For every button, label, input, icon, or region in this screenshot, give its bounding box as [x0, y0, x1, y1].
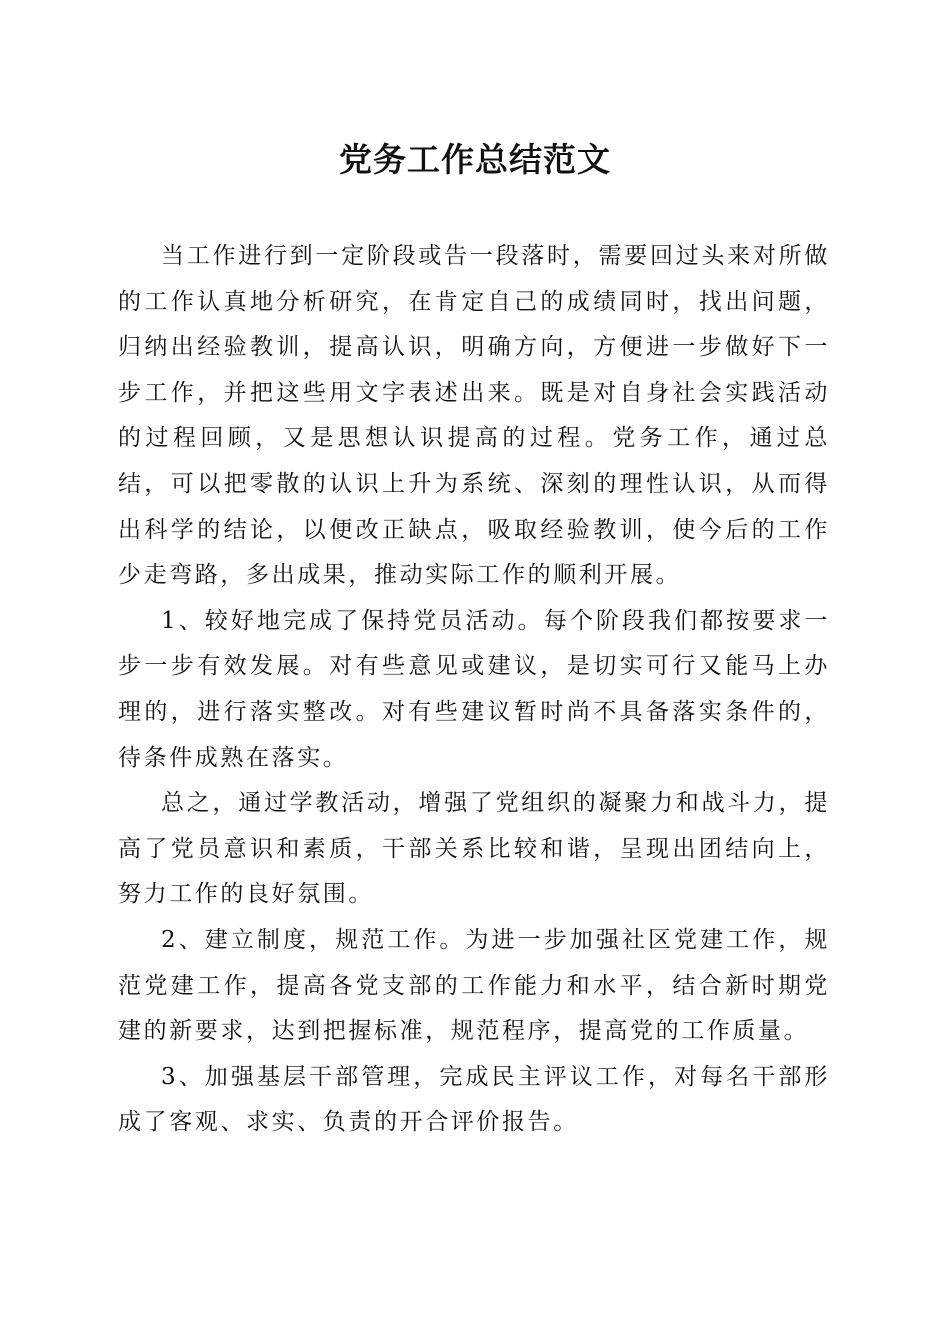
paragraph-item-3: 3、加强基层干部管理，完成民主评议工作，对每名干部形成了客观、求实、负责的开合评价报告。	[118, 1063, 830, 1136]
paragraph-summary: 总之，通过学教活动，增强了党组织的凝聚力和战斗力，提高了党员意识和素质，干部关系比较和谐，呈现出团结向上，努力工作的良好氛围。	[118, 790, 830, 908]
page-title: 党务工作总结范文	[339, 140, 611, 179]
document-body	[118, 234, 830, 1146]
paragraph-item-2: 2、建立制度，规范工作。为进一步加强社区党建工作，规范党建工作，提高各党支部的工作能力和水平，结合新时期党建的新要求，达到把握标准，规范程序，提高党的工作质量。	[118, 926, 830, 1045]
paragraph-intro: 当工作进行到一定阶段或告一段落时，需要回过头来对所做的工作认真地分析研究，在肯定自己的成绩同时，找出问题，归纳出经验教训，提高认识，明确方向，方便进一步做好下一步工作，并把这些用文字表述出来。既是对自身社会实践活动的过程回顾，又是思想认识提高的过程。党务工作，通过总结，可以把零散的认识上升为系统、深刻的理性认识，从而得出科学的结论，以便改正缺点，吸取经验教训，使今后的工作少走弯路，多出成果，推动实际工作的顺利开展。	[118, 243, 830, 589]
paragraph-item-1: 1、较好地完成了保持党员活动。每个阶段我们都按要求一步一步有效发展。对有些意见或建议，是切实可行又能马上办理的，进行落实整改。对有些建议暂时尚不具备落实条件的，待条件成熟在落实。	[118, 607, 830, 771]
